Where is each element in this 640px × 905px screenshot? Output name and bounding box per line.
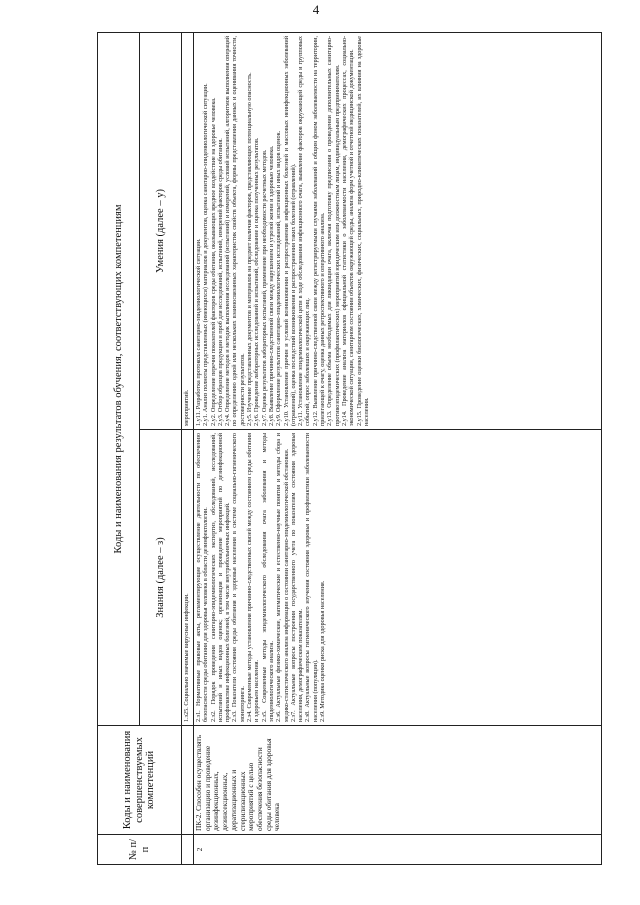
skill-item: 2.у15. Проведение оценки биологических, химических, физических, социальных, природно-климатических показателей, их влияния на здоровье населения.: [355, 35, 370, 426]
knowledge-item: 2.з1. Нормативные правовые акты, регламентирующие осуществление деятельности по обеспечению безопасности среды обитания для здоровья человека в области дезинфектологии.: [195, 433, 210, 722]
continuation-competence: [182, 726, 194, 835]
header-knowledge: Знания (далее – з): [140, 430, 182, 726]
skills-cell: [194, 32, 602, 429]
skill-item: 2.у13. Определение объема необходимых для ликвидации очага, включая подготовку предписания о проведении дополнительных санитарно-противоэпидемических (профилактических) мероприятий юридическим или должностным лицам, индивидуальным предпринимателям.: [326, 35, 341, 426]
skill-item: 2.у12. Выявление причинно-следственной связи между регистрируемыми случаями заболеваний и общим фоном заболеваемости на территории, прилегающей к очагу, оценка данных ретроспективного и оперативного анализа.: [311, 35, 327, 426]
skill-item: 2.у14. Проведение анализа материалов официальной статистики о заболеваемости населения, демографических процессах, социально-экономической ситуации, санитарном состоянии объектов окружающей среды, анализа форм учетной и отчетной медицинской документации.: [340, 35, 356, 426]
knowledge-item: 2.з6. Актуальные физико-химические, математические и естественно-научные понятия и методы сбора и медико-статистического анализа информации о состоянии санитарно-эпидемиологической обстановки.: [275, 433, 290, 722]
knowledge-cell: [194, 430, 602, 726]
header-results: Коды и наименования результатов обучения, соответствующих компетенциям: [98, 32, 140, 725]
page-number: 4: [312, 2, 320, 17]
knowledge-item: 2.з4. Современные методы установления причинно-следственных связей между состоянием среды обитания и здоровьем населения.: [246, 433, 261, 722]
knowledge-item: 2.з8. Актуальные вопросы гигиенического изучения состояния здоровья и профилактики заболеваемости населения (популяции).: [304, 433, 319, 722]
rotated-table-container: [97, 33, 602, 865]
continuation-knowledge: 1.з25. Социально значимые вирусные инфекции.: [182, 430, 194, 726]
continuation-num: [182, 835, 194, 865]
knowledge-item: 2.з9. Методика оценки риска для здоровья населения.: [319, 580, 327, 722]
header-skills: Умения (далее – у): [140, 32, 182, 429]
skill-item: 2.у11. Установление эпидемиологической цепи в ходе обследования инфекционного очага, выявление факторов окружающей среды и групповых событий, опрос заболевших и окружающих лиц.: [297, 35, 312, 426]
table-header-row: [98, 32, 140, 864]
knowledge-item: 2.з2. Порядок проведения санитарно-эпидемиологических экспертиз, обследований, исследований, испытаний и иных видов оценок; организация и проведение мероприятий по дезинфекционной профилактике инфекционных болезней, в том числе внутрибольничных инфекций.: [209, 433, 232, 722]
knowledge-item: 2.з7. Актуальные вопросы построения государственного учета по показателям состояния здоровья населения, демографическим показателям.: [289, 433, 305, 722]
skill-item: 2.у6. Проведение лабораторных исследований и испытаний, обследование и оценка полученных результатов.: [253, 137, 261, 426]
skill-item: 2.у1. Анализ полноты представленных (имеющихся) материалов и документов, оценка санитарно-эпидемиологической ситуации.: [202, 83, 210, 426]
skill-item: 2.у3. Отбор образцов продукции и проб для исследований, испытаний, измерений факторов среды обитания.: [216, 138, 224, 426]
skill-item: 2.у10. Установление причин и условий возникновения и распространения инфекционных болезней и массовых неинфекционных заболеваний (отравлений), оценка последствий возникновения и распространения таких болезней (отравлений).: [282, 35, 297, 426]
skill-item: 2.у9. Оформление результатов санитарно-эпидемиологических исследований, испытаний и иных видов оценок.: [275, 130, 283, 426]
knowledge-item: 2.з5. Современные методы эпидемиологического обследования очага заболевания и методы эпидемиологического анализа.: [260, 433, 275, 722]
table-row: [194, 32, 602, 864]
continuation-row: [182, 32, 194, 864]
skill-item: 2.у5. Изучение представленных документов и материалов на предмет наличия факторов, представляющих потенциальную опасность.: [246, 72, 254, 426]
skill-item: 2.у2. Определение перечня показателей факторов среды обитания, оказывающих вредное воздействие на здоровье человека.: [209, 97, 217, 426]
competencies-table: [97, 32, 602, 865]
header-codes: Коды и наименования совершенствуемых компетенций: [98, 726, 182, 835]
skill-item: 2.у4. Определение методов и методик выполнения исследований (испытаний) и измерений, условий испытаний, алгоритмов выполнения операций по определению одной или нескольких взаимосвязанных характеристик свойств объекта, формы представления данных и оценивания точности, достоверности результатов.: [224, 35, 246, 426]
header-num: № п/п: [98, 835, 182, 865]
competence-cell: ПК-2. Способен осуществлять организацию и проведение дезинфекционных, дезинсекционных, дератизационных и стерилизационных мероприятий с целью обеспечения безопасности среды обитания для здоровья человека: [194, 726, 602, 835]
skill-item: 1.у11. Разработка протокола санитарно-эпидемиологической ситуации.: [195, 238, 202, 426]
continuation-skills: мероприятий.: [182, 32, 194, 429]
knowledge-item: 2.з3. Показатели состояния среды обитания и здоровья населения в системе социально-гигиенического мониторинга.: [231, 433, 246, 722]
skill-item: 2.у7. Оценка результатов лабораторных испытаний, применение при необходимости расчетных методов.: [260, 149, 268, 426]
skill-item: 2.у8. Выявление причинно-следственной связи между нарушением и угрозой жизни и здоровью человека.: [267, 145, 275, 426]
row-number: 2: [194, 835, 602, 865]
